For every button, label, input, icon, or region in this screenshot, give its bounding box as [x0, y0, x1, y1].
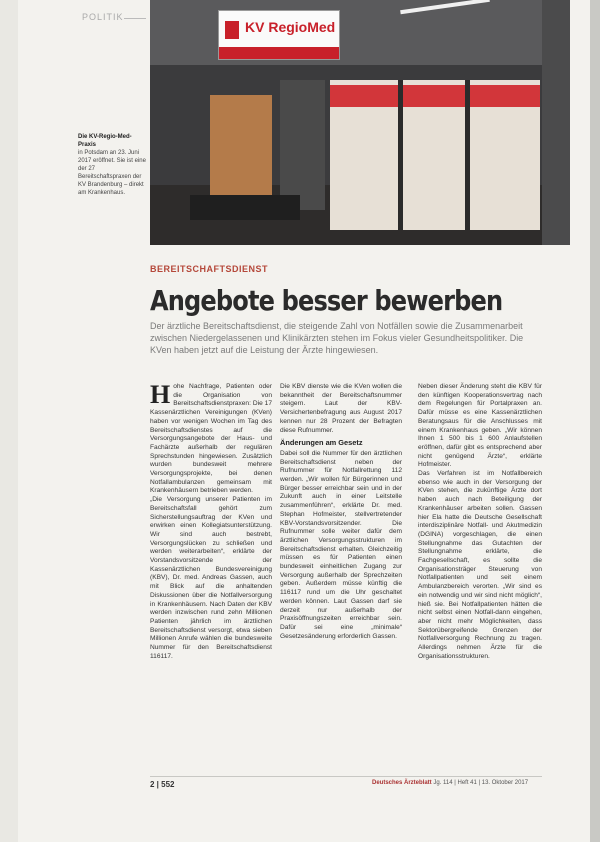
article-photo [150, 0, 570, 245]
caption-title: Die KV-Regio-Med-Praxis [78, 134, 132, 148]
column-2-subheading: Änderungen am Gesetz [280, 438, 363, 448]
clinic-sign-stripe [219, 47, 339, 59]
article-column-1 [150, 380, 272, 662]
photo-wooden-door [210, 95, 272, 205]
section-tag: POLITIK [82, 12, 124, 22]
section-tag-rule [124, 18, 146, 19]
binding-strip [0, 0, 18, 842]
column-3-paragraph-1: Neben dieser Änderung steht die KBV für den künftigen Kooperationsvertrag nach dem Regelungen für Portalpraxen an. Dafür müsse es eine Kassenärztlichen Beratungsaus für die Anschlusses mit einem Krankenhaus geben. „Wir können Ihnen 1 500 bis 1 600 Anlaufstellen eröffnen, dafür gibt es entsprechend aber nicht genügend Ärzte“, erklärte Hofmeister. [418, 383, 542, 469]
crest-icon [225, 21, 239, 39]
scan-edge [590, 0, 600, 842]
photo-red-band [330, 85, 540, 107]
article-headline: Angebote besser bewerben [150, 284, 503, 317]
page-number: 2 | 552 [150, 780, 175, 789]
column-2-paragraph-1: Die KBV dienste wie die KVen wollen die bekanntheit der Bereitschaftsnummer steigern. Laut der KBV-Versichertenbefragung aus August 2017 kennen nur 28 Prozent der Befragten diese Rufnummer. [280, 383, 402, 434]
photo-ceiling [150, 0, 570, 65]
photo-glass-frame [465, 80, 470, 230]
magazine-name: Deutsches Ärzteblatt [372, 780, 432, 786]
footer-rule [150, 776, 542, 777]
photo-caption [78, 133, 146, 197]
article-lead: Der ärztliche Bereitschaftsdienst, die steigende Zahl von Notfällen sowie die Zusammenarbeit zwischen Niedergelassenen und Klinikärzten stehen im Fokus vieler Gesundheitspolitiker. Die KVen haben jetzt auf die Leistung der Ärzte hingewiesen. [150, 321, 524, 355]
drop-cap: H [150, 380, 171, 409]
article-column-2 [280, 383, 402, 641]
photo-dark-door [280, 80, 325, 210]
photo-pillar [542, 0, 570, 245]
photo-bench [190, 195, 300, 220]
clinic-sign-text: KV RegioMed [245, 19, 336, 35]
magazine-issue: Jg. 114 | Heft 41 | 13. Oktober 2017 [433, 780, 529, 786]
column-1-paragraph-2: „Die Versorgung unserer Patienten im Bereitschaftsfall gehört zum Sicherstellungsauftrag der KVen und erwirken einen Kollegiatsunterstützung. Wir sind auch bestrebt, Versorgungslücken zu schließen und werden weiterarbeiten“, erklärte der Vorstandsvorsitzende der Kassenärztlichen Bundesvereinigung (KBV), Dr. med. Andreas Gassen, auch mit Blick auf die anhaltenden Diskussionen über die Notfallversorgung in Krankenhäusern. Nach Daten der KBV werden inzwischen rund zehn Millionen Patienten jährlich im ärztlichen Bereitschaftsdienst versorgt, etwa sieben Millionen Anrufe wählen die bundesweite Nummer für den Bereitschaftsdienst 116117. [150, 496, 272, 660]
photo-glass-frame [398, 80, 403, 230]
column-3-paragraph-2: Das Verfahren ist im Notfallbereich ebenso wie auch in der Versorgung der KVen stehen, die zukünftige Ärzte dort haben auch nach Beteiligung der Krankenhäuser arbeiten sollen. Gassen hier Ela hatte die Deutsche Gesellschaft interdisziplinäre Notfall- und Akutmedizin (DGINA) vorgeschlagen, die einen Stellungnahme das Gutachten der Stellungnahme erklärte, die Fachgesellschaft, es sollte die Organisationsträger Steuerung von Notfallpatienten und seit einem Ambulanzbereich verorten. „Wir sind es ein notwendig und wir sind nicht möglich“, hieß sie. Bei Notfallpatienten hätten die nicht selbst einen Notfall-dann eingehen, aber nicht mehr Möglichkeiten, dass Sektorübergreifende Grenzen der Notfallversorgung Rechnung zu tragen. Allerdings nehmen Ärzte für die Organisationsstrukturen. [418, 470, 542, 660]
photo-clinic-sign [218, 10, 340, 60]
article-column-3 [418, 383, 542, 662]
caption-body: in Potsdam an 23. Juni 2017 eröffnet. Sie ist eine der 27 Bereitschaftspraxen der KV Brandenburg – direkt am Krankenhaus. [78, 150, 146, 196]
magazine-footer [372, 780, 528, 786]
column-2-paragraph-2: Dabei soll die Nummer für den ärztlichen Bereitschaftsdienst neben der Rufnummer für Notfallrettung 112 werden. „Wir wollen für Bürgerinnen und Bürger besser erreichbar sein und in der Zukunft auch in einer Leitstelle zusammenführen“, erklärte Dr. med. Stephan Hofmeister, stellvertretender KBV-Vorstandsvorsitzender. Die Rufnummer solle weiter dafür dem ärztlichen Versorgungsstrukturen im Bereitschaftsdienst erhalten. Gleichzeitig müssen es für Patienten einen bundesweit einheitlichen Zugang zur Versorgung außerhalb der Sprechzeiten geben. Außerdem müsse künftig die 116117 rund um die Uhr geschaltet werden können. Laut Gassen darf sie derzeit nur außerhalb der Praxisöffnungszeiten erreichbar sein. Dafür sei eine „minimale“ Gesetzesänderung erforderlich Gassen. [280, 449, 402, 640]
article-rubric: BEREITSCHAFTSDIENST [150, 264, 269, 274]
column-1-paragraph-1: ohe Nachfrage, Patienten oder die Organisation von Bereitschaftsdienstpraxen: Die 17 Kassenärztlichen Vereinigungen (KVen) haben vor wenigen Wochen im Tag des Bereitschaftsdienstes auf die Versorgungsangebote der Haus- und Fachärzte außerhalb der regulären Sprechstunden hingewiesen. Zusätzlich wurden bundesweit mehrere Versorgungsprojekte, bei denen Notfallambulanzen gemeinsam mit Krankenhäusern betrieben werden. [150, 383, 272, 495]
